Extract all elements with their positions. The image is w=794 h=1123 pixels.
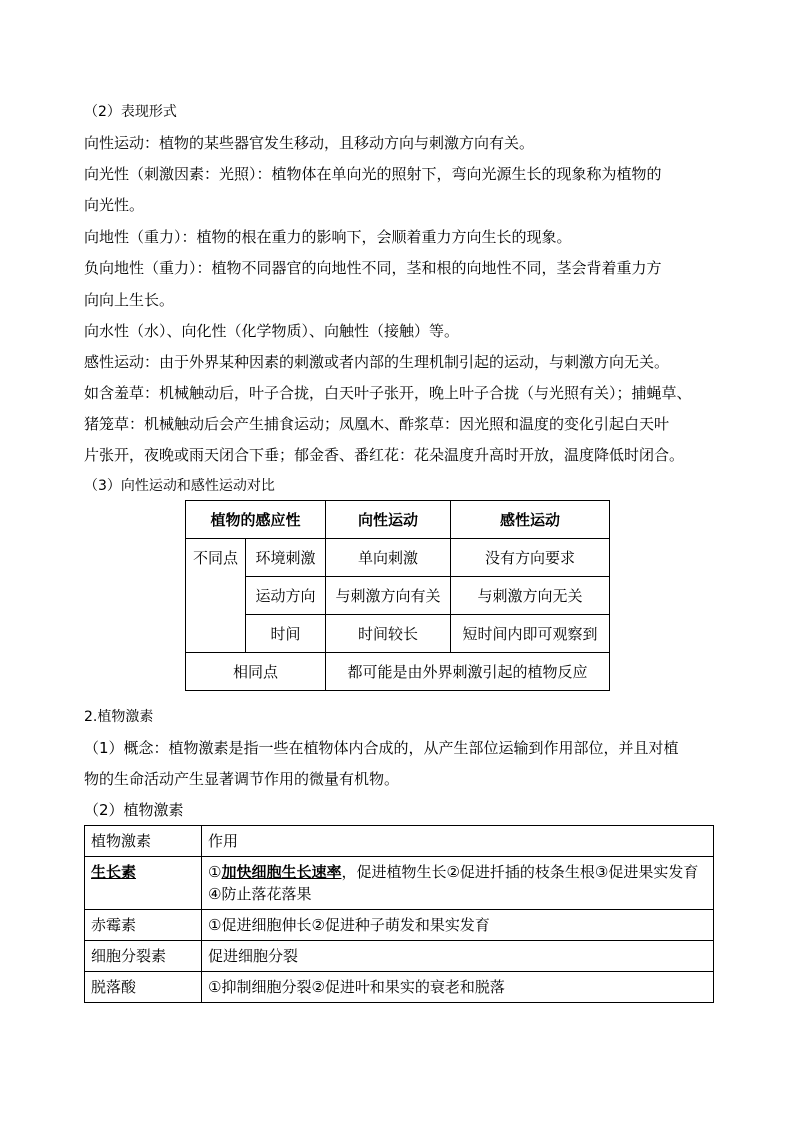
table-cell: 时间较长 [326,615,451,653]
same-label-cell: 相同点 [186,653,326,691]
paragraph-nastic-examples-cont: 猪笼草：机械触动后会产生捕食运动；凤凰木、酢浆草：因光照和温度的变化引起白天叶 [84,415,670,433]
paragraph-other-tropisms: 向水性（水）、向化性（化学物质）、向触性（接触）等。 [84,322,460,340]
table-header-row [186,501,610,539]
paragraph-hormone-concept: （1）概念：植物激素是指一些在植物体内合成的，从产生部位运输到作用部位，并且对植 [84,739,679,757]
table-header-row [85,826,714,857]
table-header-cell: 植物激素 [85,826,202,857]
table-row [186,539,610,577]
hormone-effect-cell: ①促进细胞伸长②促进种子萌发和果实发育 [202,910,714,941]
table-header-cell: 植物的感应性 [186,501,326,539]
paragraph-negative-geotropism-cont: 向向上生长。 [84,291,175,309]
table-row [186,577,610,615]
table-cell: 没有方向要求 [451,539,610,577]
hormone-table [84,825,714,1003]
paragraph-geotropism: 向地性（重力）：植物的根在重力的影响下，会顺着重力方向生长的现象。 [84,228,572,246]
table-cell: 时间 [246,615,326,653]
table-row [85,941,714,972]
table-row [85,857,714,910]
hormone-effect-cell [202,857,714,910]
table-cell: 短时间内即可观察到 [451,615,610,653]
table-header-cell: 作用 [202,826,714,857]
paragraph-phototropism-cont: 向光性。 [84,196,145,214]
auxin-name: 生长素 [91,863,137,881]
comparison-table [185,500,610,691]
effect-text: ，促进植物生长②促进扦插的枝条生根③促进果实发育④防止落花落果 [208,863,699,903]
hormone-name-cell: 细胞分裂素 [85,941,202,972]
paragraph-phototropism: 向光性（刺激因素：光照）：植物体在单向光的照射下，弯向光源生长的现象称为植物的 [84,165,662,183]
paragraph-hormone-concept-cont: 物的生命活动产生显著调节作用的微量有机物。 [84,770,400,788]
paragraph-negative-geotropism: 负向地性（重力）：植物不同器官的向地性不同，茎和根的向地性不同，茎会背着重力方 [84,259,662,277]
hormone-effect-cell: 促进细胞分裂 [202,941,714,972]
section-heading-compare: （3）向性运动和感性运动对比 [84,478,275,494]
same-value-cell: 都可能是由外界刺激引起的植物反应 [326,653,610,691]
paragraph-nastic-definition: 感性运动：由于外界某种因素的刺激或者内部的生理机制引起的运动，与刺激方向无关。 [84,353,670,371]
hormone-name-cell: 赤霉素 [85,910,202,941]
table-header-cell: 感性运动 [451,501,610,539]
effect-highlight: 加快细胞生长速率 [221,863,342,881]
section-heading-hormones: 2.植物激素 [84,709,154,725]
table-row [85,910,714,941]
hormone-name-cell: 脱落酸 [85,972,202,1003]
table-cell: 与刺激方向无关 [451,577,610,615]
hormone-name-cell [85,857,202,910]
table-cell: 单向刺激 [326,539,451,577]
paragraph-tropism-definition: 向性运动：植物的某些器官发生移动，且移动方向与刺激方向有关。 [84,134,535,152]
table-cell: 与刺激方向有关 [326,577,451,615]
paragraph-nastic-examples-end: 片张开，夜晚或雨天闭合下垂；郁金香、番红花：花朵温度升高时开放，温度降低时闭合。 [84,446,685,464]
effect-prefix: ① [208,863,222,881]
section-heading-form: （2）表现形式 [84,104,177,120]
section-subheading-hormones: （2）植物激素 [84,801,184,819]
table-row [186,653,610,691]
table-cell: 运动方向 [246,577,326,615]
hormone-effect-cell: ①抑制细胞分裂②促进叶和果实的衰老和脱落 [202,972,714,1003]
diff-label-cell: 不同点 [186,539,246,653]
table-row [85,972,714,1003]
table-cell: 环境刺激 [246,539,326,577]
table-header-cell: 向性运动 [326,501,451,539]
paragraph-nastic-examples: 如含羞草：机械触动后，叶子合拢，白天叶子张开，晚上叶子合拢（与光照有关）；捕蝇草、 [84,384,692,402]
table-row [186,615,610,653]
